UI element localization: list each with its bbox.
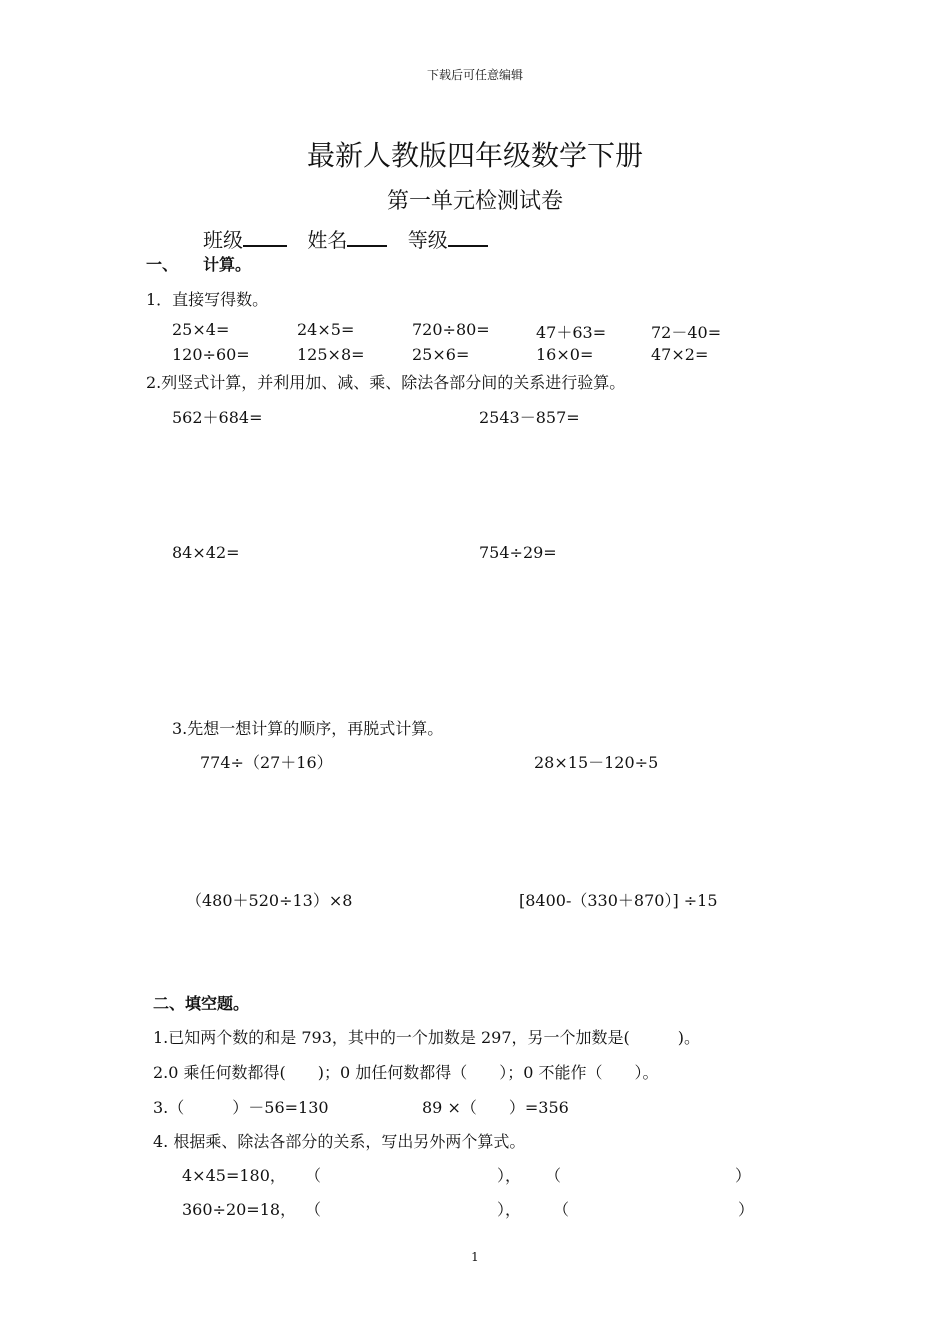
q2-title: 2.列竖式计算，并利用加、减、乘、除法各部分间的关系进行验算。 — [146, 373, 626, 392]
page-number: 1 — [471, 1250, 479, 1264]
fill-q4: 4. 根据乘、除法各部分的关系，写出另外两个算式。 — [153, 1132, 526, 1151]
q3-item-1: 774÷（27＋16） — [200, 753, 333, 772]
name-label: 姓名 — [307, 228, 348, 252]
grade-label: 等级 — [407, 228, 448, 252]
fill-q3b: 89 ×（ ）=356 — [422, 1098, 569, 1117]
name-field — [307, 228, 387, 252]
q1-r1-c1: 25×4= — [172, 320, 230, 339]
page-title: 最新人教版四年级数学下册 — [306, 139, 643, 172]
grade-blank — [448, 227, 488, 247]
fill-q4-r2-close-2: ） — [738, 1200, 755, 1219]
q3-item-3: （480＋520÷13）×8 — [186, 891, 353, 910]
q2-item-4: 754÷29= — [479, 543, 557, 562]
q2-item-1: 562＋684= — [172, 408, 263, 427]
fill-q4-r1-close-2: ） — [735, 1166, 752, 1185]
q1-r1-c4: 47＋63= — [536, 323, 607, 342]
name-blank — [347, 227, 387, 247]
header-note: 下载后可任意编辑 — [426, 68, 523, 82]
class-blank — [243, 227, 287, 247]
fill-q4-r1-open-1: （ — [305, 1166, 322, 1185]
fill-q1: 1.已知两个数的和是 793，其中的一个加数是 297，另一个加数是( )。 — [153, 1028, 701, 1047]
grade-field — [408, 228, 488, 252]
q1-r1-c2: 24×5= — [297, 320, 355, 339]
q3-item-2: 28×15－120÷5 — [534, 753, 659, 772]
q1-r2-c4: 16×0= — [536, 345, 594, 364]
fill-q4-r2-close-1: ）， — [497, 1200, 522, 1219]
fill-q4-r2-open-2: （ — [553, 1200, 570, 1219]
q1-r2-c1: 120÷60= — [172, 345, 250, 364]
class-field — [203, 228, 287, 252]
section2-heading: 二、填空题。 — [153, 994, 250, 1013]
q1-title: 1．直接写得数。 — [146, 290, 269, 309]
fill-q4-r2-open-1: （ — [305, 1200, 322, 1219]
q2-item-2: 2543－857= — [479, 408, 580, 427]
section1-heading-num: 一、 — [146, 255, 179, 274]
q1-r2-c3: 25×6= — [412, 345, 470, 364]
fill-q4-r1-close-1: ）， — [497, 1166, 522, 1185]
section1-heading-text: 计算。 — [203, 255, 252, 274]
class-label: 班级 — [203, 228, 243, 252]
student-info — [203, 224, 502, 253]
q3-title: 3.先想一想计算的顺序，再脱式计算。 — [172, 719, 444, 738]
q1-r2-c2: 125×8= — [297, 345, 365, 364]
q3-item-4: [8400-（330＋870）] ÷15 — [519, 891, 718, 910]
fill-q2: 2.0 乘任何数都得( )；0 加任何数都得（ ）；0 不能作（ ）。 — [153, 1063, 659, 1082]
q1-r1-c3: 720÷80= — [412, 320, 490, 339]
page-subtitle: 第一单元检测试卷 — [386, 189, 563, 214]
fill-q3a: 3.（ ）－56=130 — [153, 1098, 329, 1117]
q1-r1-c5: 72－40= — [651, 323, 722, 342]
q2-item-3: 84×42= — [172, 543, 240, 562]
fill-q4-r2-equation: 360÷20=18， — [182, 1200, 297, 1219]
fill-q4-r1-open-2: （ — [545, 1166, 562, 1185]
q1-r2-c5: 47×2= — [651, 345, 709, 364]
fill-q4-r1-equation: 4×45=180， — [182, 1166, 286, 1185]
